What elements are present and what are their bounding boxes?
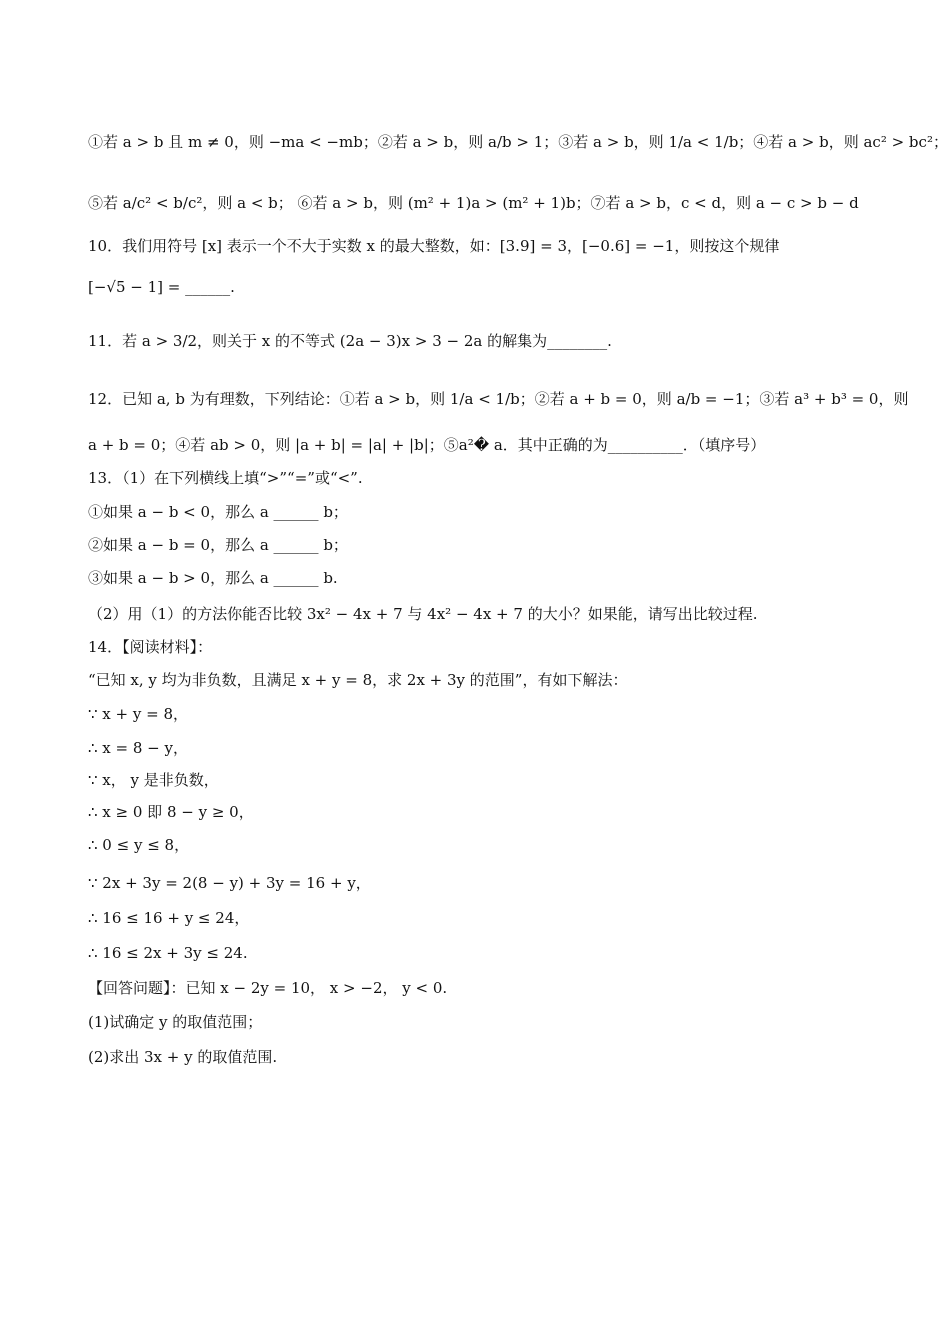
question-10-line-2: [−√5 − 1] = ______. [88,278,235,296]
question-13-item-1: ①如果 a − b < 0，那么 a ______ b； [88,503,348,521]
question-13-item-2: ②如果 a − b = 0，那么 a ______ b； [88,536,348,554]
question-11: 11．若 a > 3/2，则关于 x 的不等式 (2a − 3)x > 3 − 2a 的解集为________. [88,332,612,350]
solution-step-1: ∵ x + y = 8， [88,705,188,723]
question-13-part-2: （2）用（1）的方法你能否比较 3x² − 4x + 7 与 4x² − 4x + 7 的大小？如果能，请写出比较过程. [88,605,758,623]
solution-step-2: ∴ x = 8 − y， [88,739,188,757]
question-13-item-3: ③如果 a − b > 0，那么 a ______ b. [88,569,338,587]
answer-part-1: (1)试确定 y 的取值范围； [88,1013,263,1031]
question-14-heading: 14．【阅读材料】： [88,638,213,656]
question-10-line-1: 10．我们用符号 [x] 表示一个不大于实数 x 的最大整数，如：[3.9] = 3，[−0.6] = −1，则按这个规律 [88,237,780,255]
solution-step-8: ∴ 16 ≤ 2x + 3y ≤ 24. [88,944,248,962]
question-12-line-2: a + b = 0；④若 ab > 0，则 |a + b| = |a| + |b|；⑤a²� a．其中正确的为__________．（填序号） [88,436,766,454]
solution-step-5: ∴ 0 ≤ y ≤ 8， [88,836,190,854]
answer-question: 【回答问题】：已知 x − 2y = 10， x > −2， y < 0. [88,979,448,997]
solution-step-4: ∴ x ≥ 0 即 8 − y ≥ 0， [88,803,254,821]
solution-step-7: ∴ 16 ≤ 16 + y ≤ 24， [88,909,250,927]
question-12-line-1: 12．已知 a, b 为有理数，下列结论：①若 a > b，则 1/a < 1/b；②若 a + b = 0，则 a/b = −1；③若 a³ + b³ = 0，则 [88,390,909,408]
problem-9-line-2: ⑤若 a/c² < b/c²，则 a < b； ⑥若 a > b，则 (m² + 1)a > (m² + 1)b；⑦若 a > b，c < d，则 a − c > b − d [88,194,859,212]
question-13: 13．（1）在下列横线上填“>”“=”或“<”. [88,469,363,487]
solution-step-6: ∵ 2x + 3y = 2(8 − y) + 3y = 16 + y， [88,874,371,892]
problem-9-line-1: ①若 a > b 且 m ≠ 0，则 −ma < −mb；②若 a > b，则 a/b > 1；③若 a > b，则 1/a < 1/b；④若 a > b，则 ac² > bc²； [88,133,948,151]
question-14-material: “已知 x, y 均为非负数，且满足 x + y = 8，求 2x + 3y 的范围”，有如下解法： [88,671,628,689]
solution-step-3: ∵ x， y 是非负数， [88,771,219,789]
answer-part-2: (2)求出 3x + y 的取值范围. [88,1048,278,1066]
